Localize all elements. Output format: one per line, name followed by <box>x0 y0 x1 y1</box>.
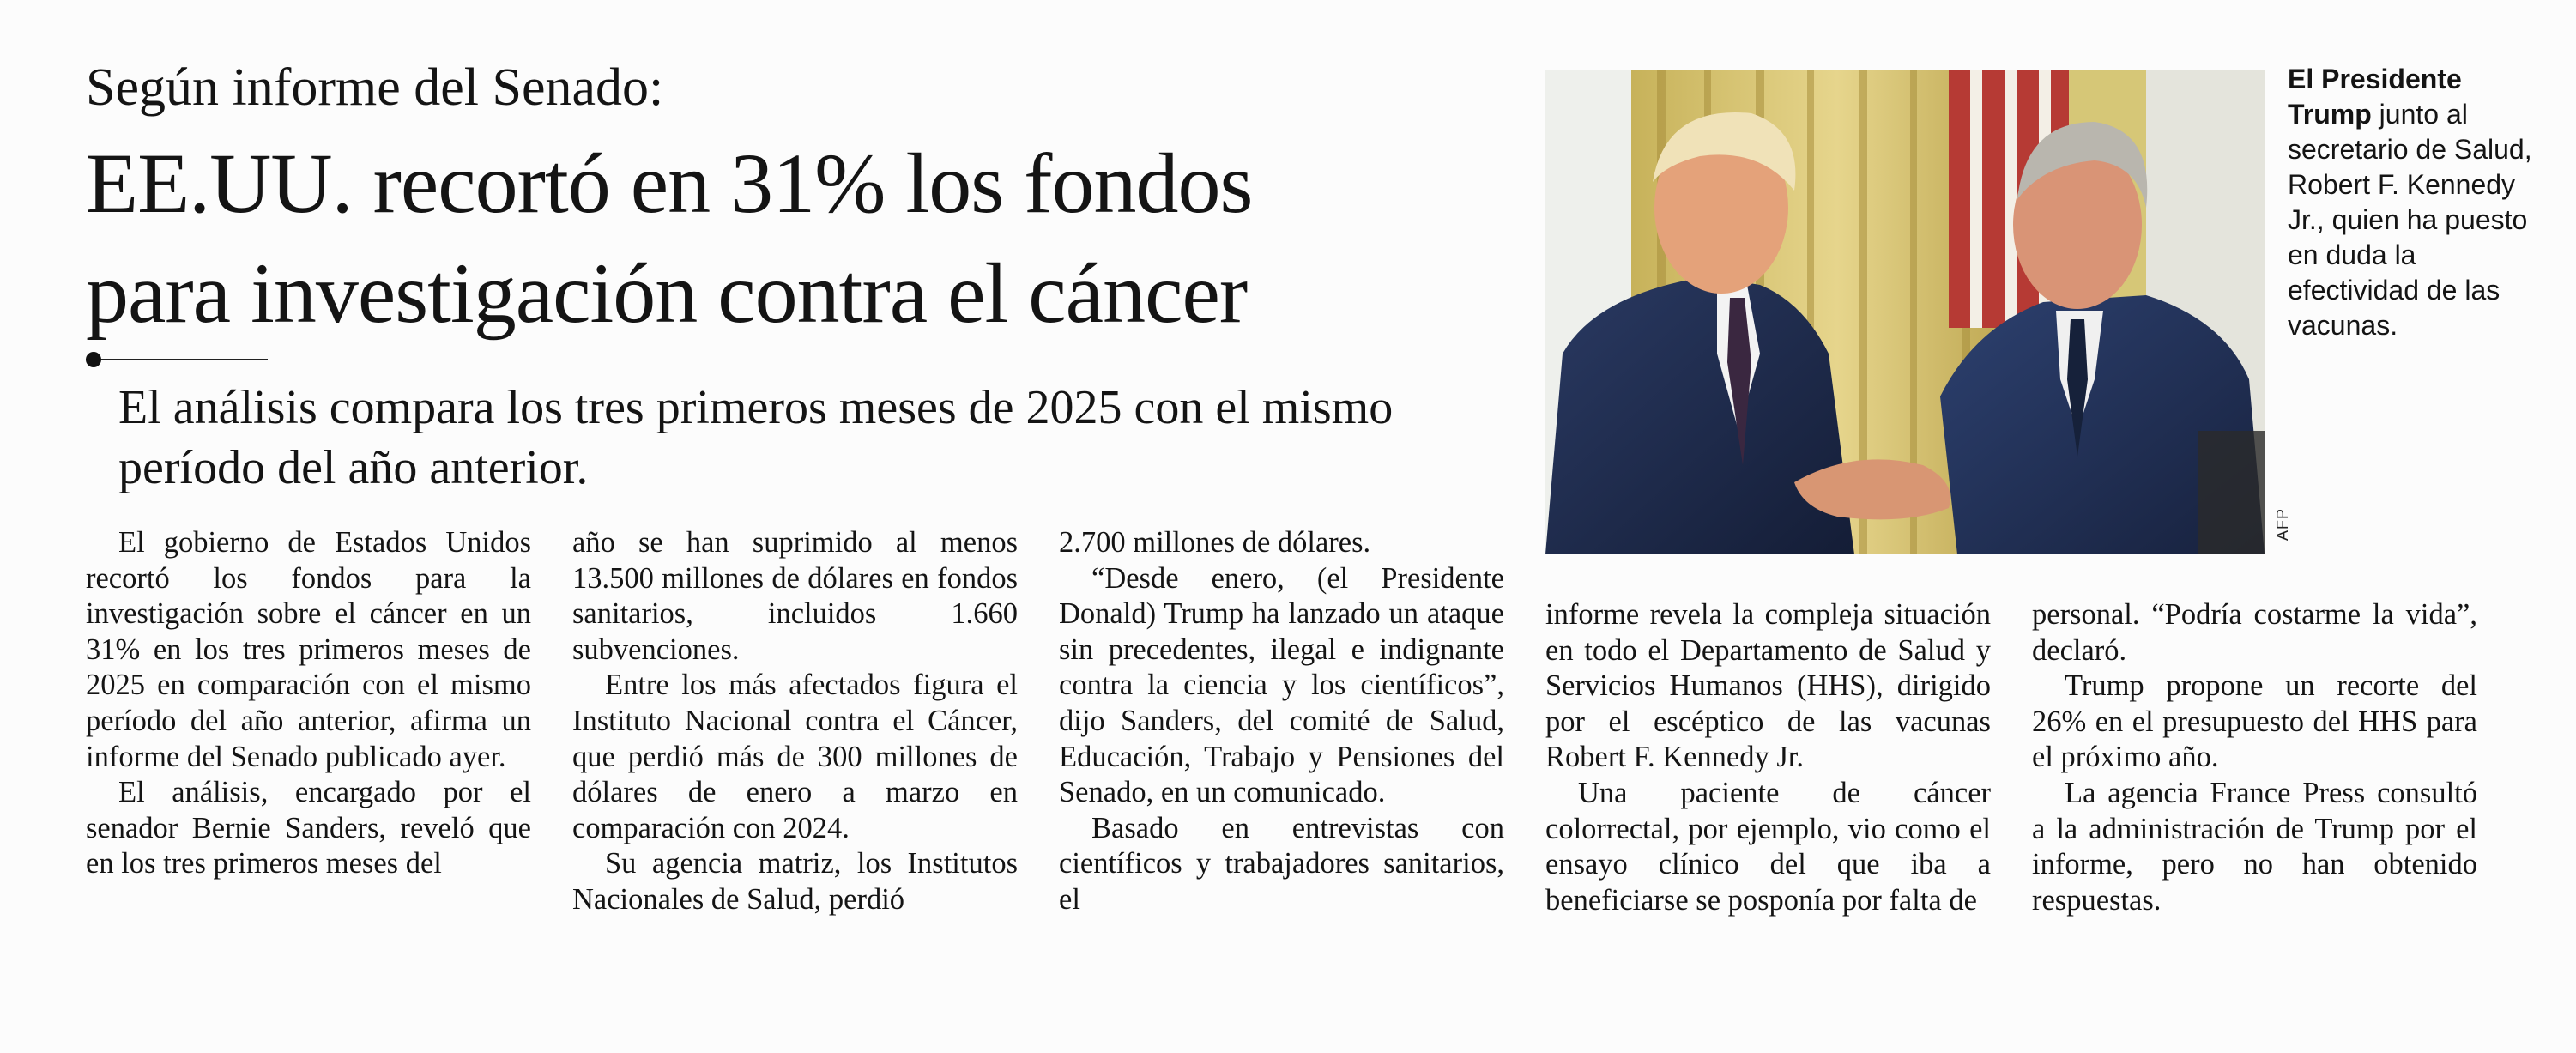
paragraph: informe revela la compleja situación en todo el Departamento de Salud y Servicios Humanos (HHS), dirigido por el escéptico de las vacunas Robert F. Kennedy Jr. <box>1545 598 1991 774</box>
headline-line-1: EE.UU. recortó en 31% los fondos <box>86 136 1253 231</box>
paragraph: año se han suprimido al menos 13.500 millones de dólares en fondos sanitarios, incluidos 1.660 subvenciones. <box>572 526 1018 666</box>
paragraph: El gobierno de Estados Unidos recortó los fondos para la investigación sobre el cáncer en un 31% en los tres primeros meses de 2025 en comparación con el mismo período del año anterior, afirma un informe del Senado publicado ayer. <box>86 526 531 773</box>
paragraph: Trump propone un recorte del 26% en el presupuesto del HHS para el próximo año. <box>2032 669 2477 774</box>
body-column-2 <box>572 525 1018 918</box>
photo-illustration <box>1545 70 2265 554</box>
news-photo <box>1545 70 2265 554</box>
divider-dot <box>86 352 101 367</box>
paragraph: La agencia France Press consultó a la administración de Trump por el informe, pero no han obtenido respuestas. <box>2032 776 2477 917</box>
caption-bold: El Presidente Trump <box>2288 64 2462 130</box>
body-column-1 <box>86 525 531 882</box>
paragraph: El análisis, encargado por el senador Bernie Sanders, reveló que en los tres primeros meses del <box>86 776 531 881</box>
photo-caption <box>2288 62 2545 343</box>
paragraph: “Desde enero, (el Presidente Donald) Trump ha lanzado un ataque sin precedentes, ilegal e indignante contra la ciencia y los científicos”, dijo Sanders, del comité de Salud, Educación, Trabajo y Pensiones del Senado, en un comunicado. <box>1059 561 1504 809</box>
caption-text: junto al secretario de Salud, Robert F. Kennedy Jr., quien ha puesto en duda la efectividad de las vacunas. <box>2288 99 2532 341</box>
paragraph: personal. “Podría costarme la vida”, declaró. <box>2032 598 2477 667</box>
photo-credit: AFP <box>2274 507 2291 541</box>
deck: El análisis compara los tres primeros meses de 2025 con el mismo período del año anterior. <box>118 381 1394 494</box>
body-column-5 <box>2032 597 2477 918</box>
headline-line-2: para investigación contra el cáncer <box>86 245 1248 341</box>
divider-rule <box>86 359 268 360</box>
body-column-3 <box>1059 525 1504 918</box>
paragraph: Basado en entrevistas con científicos y trabajadores sanitarios, el <box>1059 811 1504 916</box>
body-column-4 <box>1545 597 1991 918</box>
paragraph: 2.700 millones de dólares. <box>1059 526 1371 559</box>
kicker: Según informe del Senado: <box>86 58 664 117</box>
paragraph: Su agencia matriz, los Institutos Nacionales de Salud, perdió <box>572 847 1018 916</box>
paragraph: Entre los más afectados figura el Instituto Nacional contra el Cáncer, que perdió más de 300 millones de dólares de enero a marzo en comparación con 2024. <box>572 669 1018 844</box>
paragraph: Una paciente de cáncer colorrectal, por ejemplo, vio como el ensayo clínico del que iba a beneficiarse se posponía por falta de <box>1545 776 1991 917</box>
headline <box>86 129 1545 348</box>
